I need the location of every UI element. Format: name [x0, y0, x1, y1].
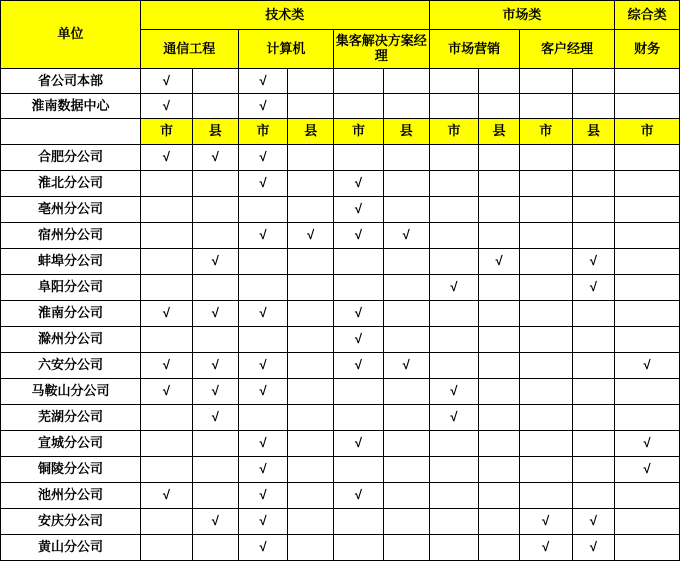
cell: [192, 223, 238, 249]
cell: [429, 327, 479, 353]
cell: √: [572, 509, 614, 535]
cell: [615, 197, 680, 223]
cell: √: [334, 301, 384, 327]
cell: √: [615, 431, 680, 457]
cell: [615, 405, 680, 431]
cell: [479, 327, 519, 353]
cell: √: [572, 275, 614, 301]
table-row: [1, 249, 680, 275]
cell: [615, 483, 680, 509]
cell: [288, 197, 334, 223]
row-label-huainan-data-center: 淮南数据中心: [1, 94, 141, 119]
cell: √: [141, 145, 193, 171]
cell: [192, 457, 238, 483]
cell: [479, 483, 519, 509]
cell: [572, 94, 614, 119]
category-header-finance: 财务: [615, 30, 680, 69]
table-row: [1, 171, 680, 197]
cell: [383, 379, 429, 405]
cell: [383, 249, 429, 275]
cell: [334, 249, 384, 275]
cell: [572, 145, 614, 171]
table-row: [1, 457, 680, 483]
cell: [519, 327, 572, 353]
cell: √: [192, 509, 238, 535]
cell: √: [192, 379, 238, 405]
cell: [519, 431, 572, 457]
cell: √: [288, 223, 334, 249]
cell: [572, 301, 614, 327]
unit-header-cell: 单位: [1, 1, 141, 69]
cell: [334, 509, 384, 535]
row-label-xuancheng: 宣城分公司: [1, 431, 141, 457]
cell: [288, 301, 334, 327]
group-header-technical: 技术类: [141, 1, 430, 30]
cell: [429, 197, 479, 223]
cell: √: [519, 509, 572, 535]
cell: √: [238, 509, 288, 535]
level-header-county-3: 县: [479, 119, 519, 145]
cell: [479, 94, 519, 119]
cell: [383, 483, 429, 509]
table-row: [1, 94, 680, 119]
table-row: [1, 509, 680, 535]
cell: [288, 483, 334, 509]
level-header-city-3: 市: [429, 119, 479, 145]
cell: [479, 535, 519, 561]
cell: [615, 275, 680, 301]
level-header-county-1: 县: [288, 119, 334, 145]
cell: [615, 379, 680, 405]
cell: [519, 145, 572, 171]
cell: [479, 197, 519, 223]
cell: [334, 69, 384, 94]
cell: [383, 405, 429, 431]
cell: [192, 535, 238, 561]
cell: [429, 457, 479, 483]
cell: [141, 197, 193, 223]
table-row: [1, 535, 680, 561]
cell: [615, 94, 680, 119]
cell: [519, 483, 572, 509]
cell: [429, 301, 479, 327]
cell: [238, 197, 288, 223]
cell: [288, 457, 334, 483]
cell: [288, 405, 334, 431]
level-header-county-4: 县: [572, 119, 614, 145]
cell: √: [334, 197, 384, 223]
cell: [288, 69, 334, 94]
cell: [615, 171, 680, 197]
cell: √: [519, 535, 572, 561]
table-row: [1, 223, 680, 249]
cell: √: [192, 405, 238, 431]
cell: [141, 535, 193, 561]
cell: [192, 69, 238, 94]
cell: [238, 405, 288, 431]
cell: [334, 457, 384, 483]
cell: [192, 197, 238, 223]
cell: [519, 301, 572, 327]
cell: [429, 483, 479, 509]
category-header-computer: 计算机: [238, 30, 333, 69]
cell: [288, 535, 334, 561]
cell: [141, 223, 193, 249]
table-row: [1, 483, 680, 509]
cell: [383, 94, 429, 119]
cell: [288, 379, 334, 405]
cell: [519, 94, 572, 119]
cell: [572, 223, 614, 249]
cell: √: [141, 94, 193, 119]
cell: [429, 69, 479, 94]
row-label-luan: 六安分公司: [1, 353, 141, 379]
cell: √: [334, 327, 384, 353]
cell: [615, 69, 680, 94]
cell: [519, 405, 572, 431]
cell: [479, 301, 519, 327]
cell: [479, 69, 519, 94]
cell: √: [334, 223, 384, 249]
cell: [479, 509, 519, 535]
cell: [519, 171, 572, 197]
level-header-county-2: 县: [383, 119, 429, 145]
table-row: [1, 69, 680, 94]
cell: √: [238, 223, 288, 249]
cell: [479, 353, 519, 379]
cell: [429, 249, 479, 275]
cell: [334, 405, 384, 431]
cell: [141, 431, 193, 457]
row-label-anqing: 安庆分公司: [1, 509, 141, 535]
cell: [288, 327, 334, 353]
cell: √: [334, 171, 384, 197]
cell: √: [238, 379, 288, 405]
cell: √: [141, 483, 193, 509]
row-label-wuhu: 芜湖分公司: [1, 405, 141, 431]
cell: [288, 509, 334, 535]
cell: √: [141, 379, 193, 405]
cell: [141, 405, 193, 431]
cell: [615, 509, 680, 535]
cell: [334, 145, 384, 171]
level-header-city-4: 市: [519, 119, 572, 145]
cell: [238, 275, 288, 301]
cell: [192, 431, 238, 457]
level-header-city-1: 市: [238, 119, 288, 145]
cell: [288, 145, 334, 171]
category-header-communication-engineering: 通信工程: [141, 30, 239, 69]
cell: [334, 379, 384, 405]
cell: [519, 275, 572, 301]
cell: √: [238, 457, 288, 483]
cell: √: [429, 275, 479, 301]
cell: [479, 171, 519, 197]
table-row: [1, 301, 680, 327]
row-label-maanshan: 马鞍山分公司: [1, 379, 141, 405]
cell: [288, 431, 334, 457]
level-row-blank: [1, 119, 141, 145]
cell: [572, 483, 614, 509]
cell: [615, 301, 680, 327]
cell: [192, 483, 238, 509]
cell: [141, 327, 193, 353]
row-label-huaibei: 淮北分公司: [1, 171, 141, 197]
cell: [429, 535, 479, 561]
level-header-city-2: 市: [334, 119, 384, 145]
group-header-market: 市场类: [429, 1, 615, 30]
cell: √: [238, 535, 288, 561]
cell: [519, 249, 572, 275]
cell: [141, 249, 193, 275]
cell: √: [192, 301, 238, 327]
group-header-general: 综合类: [615, 1, 680, 30]
cell: [334, 535, 384, 561]
cell: √: [238, 171, 288, 197]
cell: [192, 94, 238, 119]
cell: [429, 431, 479, 457]
cell: [383, 171, 429, 197]
cell: √: [238, 483, 288, 509]
row-label-tongling: 铜陵分公司: [1, 457, 141, 483]
cell: [615, 145, 680, 171]
cell: √: [572, 249, 614, 275]
table-row: [1, 327, 680, 353]
cell: √: [429, 379, 479, 405]
cell: [519, 353, 572, 379]
cell: [479, 223, 519, 249]
cell: [192, 275, 238, 301]
cell: [238, 249, 288, 275]
cell: √: [383, 353, 429, 379]
cell: [141, 275, 193, 301]
table-row: [1, 197, 680, 223]
table-row: [1, 275, 680, 301]
cell: [519, 379, 572, 405]
row-label-bengbu: 蚌埠分公司: [1, 249, 141, 275]
cell: [141, 457, 193, 483]
cell: [288, 171, 334, 197]
cell: [288, 94, 334, 119]
table-level-header-row: [1, 119, 680, 145]
cell: [141, 171, 193, 197]
cell: [383, 301, 429, 327]
cell: √: [615, 457, 680, 483]
cell: √: [615, 353, 680, 379]
cell: [519, 197, 572, 223]
cell: √: [238, 301, 288, 327]
cell: [429, 223, 479, 249]
cell: √: [192, 249, 238, 275]
cell: [615, 223, 680, 249]
cell: [479, 275, 519, 301]
cell: √: [383, 223, 429, 249]
row-label-huangshan: 黄山分公司: [1, 535, 141, 561]
cell: [334, 275, 384, 301]
table-row: [1, 405, 680, 431]
cell: √: [572, 535, 614, 561]
cell: √: [479, 249, 519, 275]
cell: [383, 509, 429, 535]
level-header-city-5: 市: [615, 119, 680, 145]
category-header-enterprise-solution-manager: 集客解决方案经理: [334, 30, 430, 69]
row-label-province-hq: 省公司本部: [1, 69, 141, 94]
cell: √: [141, 353, 193, 379]
cell: √: [238, 69, 288, 94]
cell: √: [334, 353, 384, 379]
cell: [192, 171, 238, 197]
table-row: [1, 353, 680, 379]
cell: [429, 509, 479, 535]
category-header-marketing: 市场营销: [429, 30, 519, 69]
cell: [288, 275, 334, 301]
cell: [519, 69, 572, 94]
table-row: [1, 379, 680, 405]
cell: [288, 353, 334, 379]
cell: √: [238, 353, 288, 379]
level-header-city-0: 市: [141, 119, 193, 145]
cell: [479, 431, 519, 457]
cell: [383, 69, 429, 94]
cell: [572, 171, 614, 197]
cell: √: [334, 483, 384, 509]
cell: [383, 197, 429, 223]
row-label-chuzhou: 滁州分公司: [1, 327, 141, 353]
table-row: [1, 431, 680, 457]
level-header-county-0: 县: [192, 119, 238, 145]
cell: [479, 379, 519, 405]
category-header-account-manager: 客户经理: [519, 30, 614, 69]
row-label-hefei: 合肥分公司: [1, 145, 141, 171]
cell: [383, 145, 429, 171]
cell: [572, 379, 614, 405]
cell: √: [141, 69, 193, 94]
cell: √: [238, 94, 288, 119]
cell: [383, 457, 429, 483]
cell: [383, 327, 429, 353]
cell: [238, 327, 288, 353]
cell: [572, 405, 614, 431]
cell: [615, 327, 680, 353]
cell: [479, 405, 519, 431]
cell: [429, 94, 479, 119]
cell: √: [334, 431, 384, 457]
cell: [192, 327, 238, 353]
cell: [479, 457, 519, 483]
cell: [429, 145, 479, 171]
row-label-suzhou: 宿州分公司: [1, 223, 141, 249]
cell: [141, 509, 193, 535]
cell: [519, 457, 572, 483]
cell: [572, 431, 614, 457]
table-row: [1, 145, 680, 171]
cell: [334, 94, 384, 119]
cell: [615, 535, 680, 561]
cell: [383, 431, 429, 457]
cell: [479, 145, 519, 171]
cell: [383, 535, 429, 561]
cell: √: [192, 353, 238, 379]
row-label-huainan: 淮南分公司: [1, 301, 141, 327]
row-label-fuyang: 阜阳分公司: [1, 275, 141, 301]
cell: [288, 249, 334, 275]
cell: √: [429, 405, 479, 431]
cell: [429, 171, 479, 197]
row-label-bozhou: 亳州分公司: [1, 197, 141, 223]
cell: √: [238, 145, 288, 171]
cell: [572, 327, 614, 353]
row-label-chizhou: 池州分公司: [1, 483, 141, 509]
cell: √: [192, 145, 238, 171]
cell: [572, 457, 614, 483]
cell: [429, 353, 479, 379]
cell: √: [238, 431, 288, 457]
cell: √: [141, 301, 193, 327]
cell: [383, 275, 429, 301]
cell: [572, 353, 614, 379]
cell: [572, 197, 614, 223]
cell: [519, 223, 572, 249]
cell: [615, 249, 680, 275]
cell: [572, 69, 614, 94]
table-group-header-row: [1, 1, 680, 30]
